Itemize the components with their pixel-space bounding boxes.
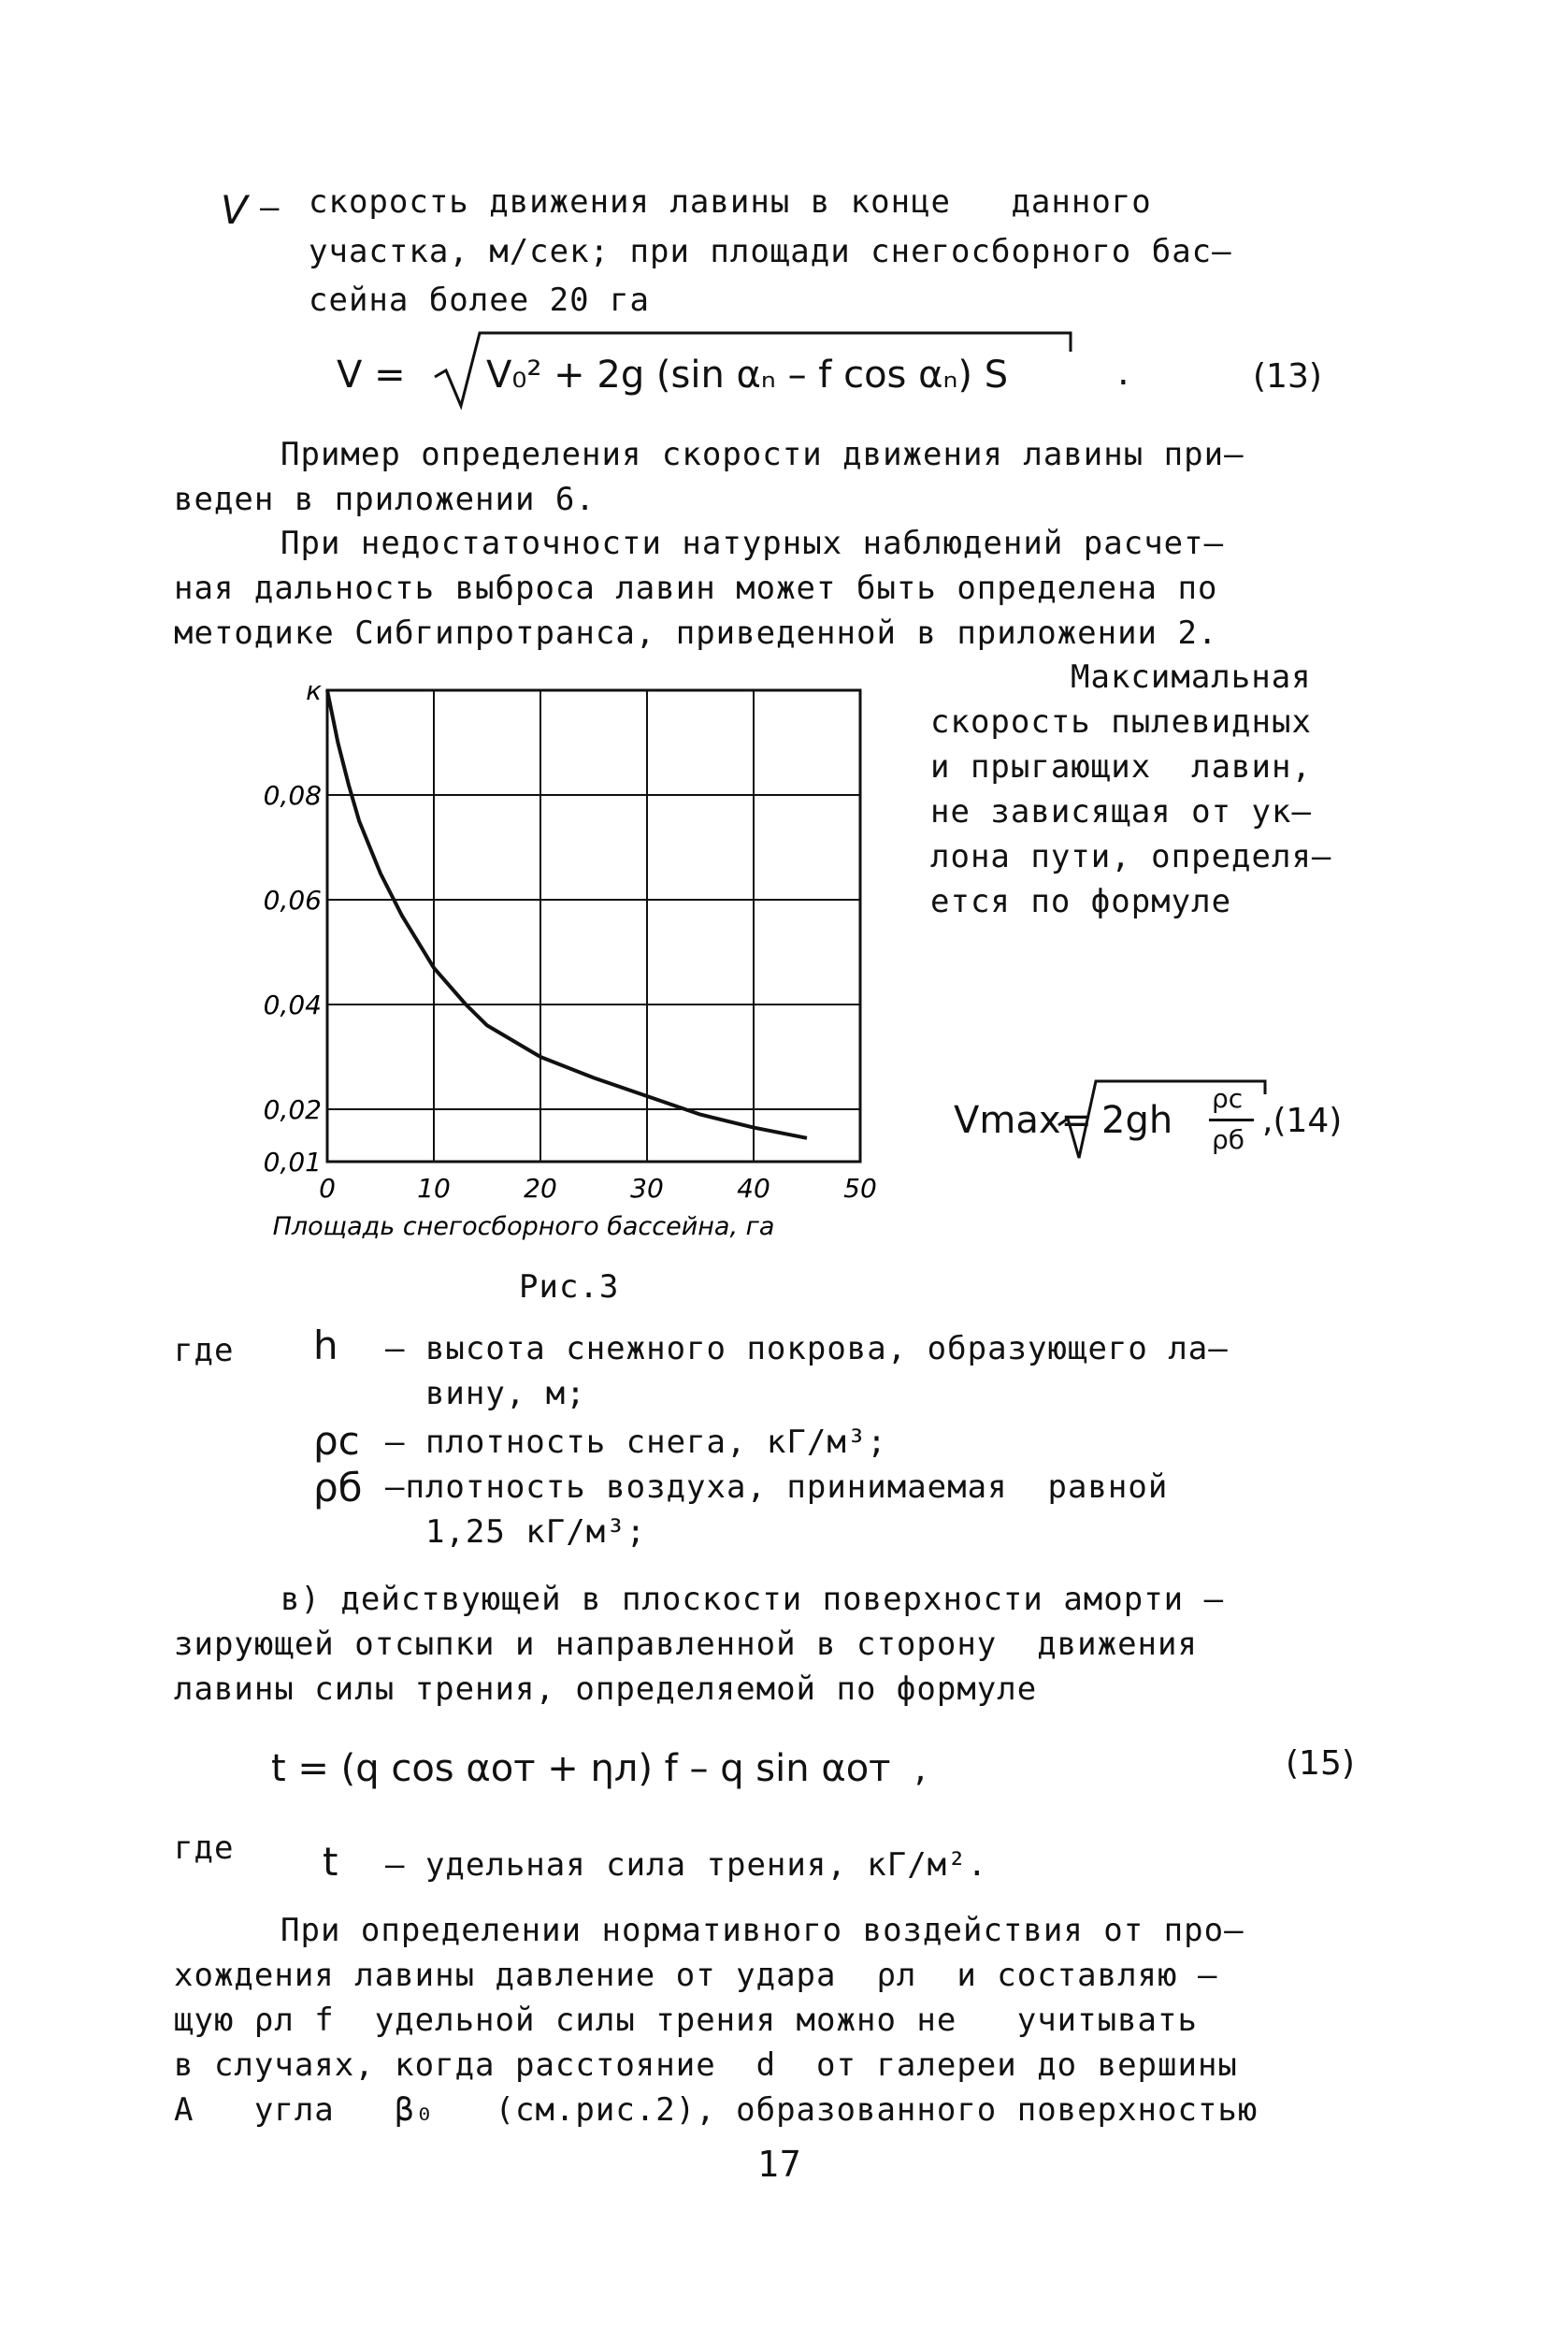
figure-caption: Рис.3 — [519, 1268, 620, 1306]
formula14-numerator: ρc — [1212, 1083, 1244, 1114]
formula13-lhs: V = — [337, 354, 406, 397]
formula14-number: ,(14) — [1262, 1102, 1343, 1140]
defs1-h-line-1: – высота снежного покрова, образующего ла– — [385, 1330, 1229, 1367]
figure3-chart — [243, 673, 916, 1253]
chart-x-tick-label: 0 — [319, 1173, 336, 1204]
formula15-body: t = (q cos αот + ηл) f – q sin αот , — [271, 1747, 927, 1790]
defs1-h-line-2: вину, м; — [385, 1375, 586, 1412]
chart-y-axis-label: к — [306, 675, 322, 706]
formula13-body: V₀² + 2g (sin αₙ – f cos αₙ) S — [486, 354, 1009, 397]
var-v: V — [221, 187, 248, 233]
side-line-3: и прыгающих лавин, — [930, 748, 1312, 786]
formula13-number: (13) — [1253, 357, 1322, 396]
chart-y-tick-label: 0,06 — [263, 885, 322, 916]
formula13-dot: . — [1117, 351, 1129, 394]
chart-x-tick-label: 40 — [737, 1173, 770, 1204]
defs1-sym-rhob: ρб — [313, 1465, 363, 1510]
para1-line-2: веден в приложении 6. — [174, 481, 596, 518]
para3-line-1: в) действующей в плоскости поверхности аморти – — [281, 1581, 1225, 1618]
chart-x-axis-label: Площадь снегосборного бассейна, га — [272, 1212, 775, 1241]
defs2-text: – удельная сила трения, кГ/м². — [385, 1846, 988, 1884]
formula15-number: (15) — [1286, 1744, 1355, 1783]
chart-x-tick-label: 30 — [630, 1173, 664, 1204]
dash: – — [260, 189, 281, 226]
formula14-sqrt-body: 2gh — [1101, 1099, 1173, 1142]
chart-y-tick-label: 0,08 — [263, 780, 322, 811]
para3-line-2: зирующей отсыпки и направленной в сторону движения — [174, 1626, 1198, 1663]
para3-line-3: лавины силы трения, определяемой по формуле — [174, 1670, 1038, 1708]
defs1-rhob-line-1: –плотность воздуха, принимаемая равной — [385, 1468, 1169, 1506]
defs1-sym-h: h — [313, 1322, 338, 1368]
formula14-denominator: ρб — [1212, 1124, 1245, 1155]
chart-y-tick-label: 0,04 — [263, 990, 322, 1020]
side-line-6: ется по формуле — [930, 883, 1232, 920]
para1-line-1: Пример определения скорости движения лавины при– — [281, 436, 1244, 473]
para2-line-3: методике Сибгипротранса, приведенной в приложении 2. — [174, 614, 1218, 652]
defs2-sym-t: t — [323, 1839, 338, 1885]
para4-line-4: в случаях, когда расстояние d от галереи до вершины — [174, 2046, 1238, 2084]
formula14-fraction-bar — [1209, 1119, 1254, 1121]
page-number: 17 — [757, 2144, 802, 2185]
defs1-where: где — [174, 1332, 235, 1369]
side-line-2: скорость пылевидных — [930, 703, 1312, 741]
top-line-3: сейна более 20 га — [309, 282, 650, 319]
para4-line-5: A угла β₀ (см.рис.2), образованного поверхностью — [174, 2091, 1259, 2129]
top-line-2: участка, м/сек; при площади снегосборного бас– — [309, 233, 1232, 270]
formula14-lhs: Vmax= — [954, 1099, 1093, 1142]
para2-line-2: ная дальность выброса лавин может быть определена по — [174, 570, 1218, 607]
top-line-1: скорость движения лавины в конце данного — [309, 183, 1152, 221]
defs1-sym-rhoc: ρс — [313, 1418, 360, 1464]
chart-y-tick-label: 0,02 — [263, 1094, 322, 1125]
chart-curve — [327, 690, 807, 1138]
defs1-rhob-line-2: 1,25 кГ/м³; — [385, 1513, 647, 1551]
chart-x-tick-label: 50 — [843, 1173, 877, 1204]
side-line-4: не зависящая от ук– — [930, 793, 1312, 831]
chart-x-tick-label: 10 — [417, 1173, 451, 1204]
side-line-1: Максимальная — [1071, 658, 1312, 696]
para4-line-1: При определении нормативного воздействия от про– — [281, 1912, 1244, 1949]
para2-line-1: При недостаточности натурных наблюдений расчет– — [281, 525, 1225, 562]
side-line-5: лона пути, определя– — [930, 838, 1332, 875]
para4-line-3: щую ρл f удельной силы трения можно не учитывать — [174, 2002, 1198, 2039]
defs2-where: где — [174, 1829, 235, 1867]
para4-line-2: хождения лавины давление от удара ρл и составляю – — [174, 1957, 1218, 1994]
chart-x-tick-label: 20 — [524, 1173, 557, 1204]
chart-y-tick-label: 0,01 — [263, 1147, 322, 1178]
defs1-rhoc-line-1: – плотность снега, кГ/м³; — [385, 1424, 887, 1461]
